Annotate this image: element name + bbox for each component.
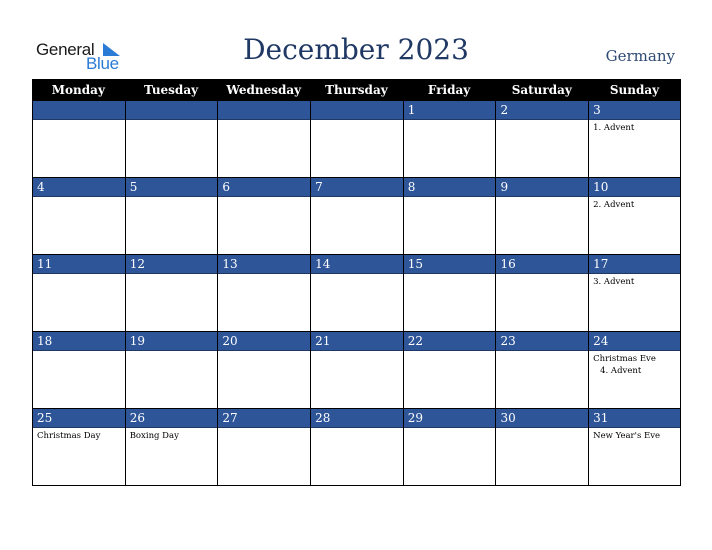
calendar-day-cell [32,255,125,332]
day-events [496,351,588,355]
calendar-day-cell [403,178,496,255]
day-number: 23 [496,332,588,351]
day-number: 16 [496,255,588,274]
day-number: 3 [589,101,680,120]
day-number: 27 [218,409,310,428]
holiday-label: Boxing Day [129,431,179,441]
day-events [218,274,310,278]
holiday-label: 1. Advent [593,123,635,133]
day-events [33,351,125,355]
calendar-day-cell [495,101,588,178]
day-number: 10 [589,178,680,197]
holiday-label: New Year's Eve [593,431,661,441]
day-number: 9 [496,178,588,197]
weekday-header: Tuesday [143,83,199,97]
day-events [404,351,496,355]
day-events [218,120,310,124]
weekday-header: Sunday [609,83,660,97]
day-number: 12 [126,255,218,274]
calendar-day-cell [217,178,310,255]
weekday-header: Wednesday [226,83,302,97]
day-events [404,274,496,278]
day-events [218,351,310,355]
day-number: 8 [404,178,496,197]
weekday-header: Thursday [325,83,388,97]
day-events [311,120,403,124]
calendar-day-cell [403,101,496,178]
calendar-day-cell [125,101,218,178]
calendar-week-row [32,101,681,178]
day-number: 31 [589,409,680,428]
calendar-day-cell [588,255,681,332]
weekday-header: Saturday [511,83,572,97]
calendar-day-cell [217,332,310,409]
day-number: 25 [33,409,125,428]
calendar-day-cell [32,332,125,409]
day-number: 15 [404,255,496,274]
calendar-day-cell [495,178,588,255]
day-number: 17 [589,255,680,274]
day-number: 6 [218,178,310,197]
day-events [126,351,218,355]
calendar-week-row [32,178,681,255]
day-number [126,101,218,120]
day-events [496,428,588,432]
day-number: 13 [218,255,310,274]
holiday-label: Christmas Day [37,431,101,441]
calendar-day-cell [588,332,681,409]
day-number: 7 [311,178,403,197]
day-number: 2 [496,101,588,120]
calendar-day-cell [125,178,218,255]
day-number: 28 [311,409,403,428]
calendar-day-cell [495,255,588,332]
logo-word-general: General [36,40,95,59]
day-events [404,120,496,124]
day-events [126,428,218,444]
day-events [311,197,403,201]
calendar-weeks [32,101,681,486]
calendar-day-cell [588,409,681,486]
day-number: 26 [126,409,218,428]
holiday-label: 2. Advent [593,200,635,210]
weekday-header: Monday [51,83,105,97]
holiday-label: Christmas Eve [593,354,656,364]
holiday-label: 3. Advent [593,277,635,287]
calendar-day-cell [217,101,310,178]
calendar-day-cell [217,409,310,486]
day-number: 24 [589,332,680,351]
day-events [311,274,403,278]
holiday-label: 4. Advent [600,366,642,376]
day-number: 1 [404,101,496,120]
calendar-day-cell [310,332,403,409]
day-events [126,120,218,124]
day-events [589,428,680,444]
calendar-day-cell [495,409,588,486]
day-number: 20 [218,332,310,351]
calendar-day-cell [125,255,218,332]
page-title: December 2023 [243,33,469,66]
day-events [496,197,588,201]
day-number: 29 [404,409,496,428]
day-number [218,101,310,120]
calendar-day-cell [310,255,403,332]
day-number [33,101,125,120]
day-number [311,101,403,120]
calendar-day-cell [32,409,125,486]
day-events [218,428,310,432]
day-number: 22 [404,332,496,351]
calendar-day-cell [403,332,496,409]
weekday-header-row [32,79,681,101]
day-number: 4 [33,178,125,197]
day-events [589,351,680,379]
calendar-week-row [32,409,681,486]
day-events [589,274,680,290]
day-number: 30 [496,409,588,428]
weekday-header: Friday [427,83,471,97]
calendar-day-cell [125,332,218,409]
calendar-day-cell [310,178,403,255]
day-events [33,274,125,278]
calendar-week-row [32,332,681,409]
day-number: 5 [126,178,218,197]
day-events [218,197,310,201]
calendar-day-cell [32,178,125,255]
day-events [496,274,588,278]
day-events [33,197,125,201]
day-events [404,197,496,201]
day-events [311,351,403,355]
calendar-day-cell [403,255,496,332]
day-number: 14 [311,255,403,274]
calendar-day-cell [125,409,218,486]
day-events [126,197,218,201]
day-events [33,120,125,124]
day-events [404,428,496,432]
day-number: 11 [33,255,125,274]
calendar-day-cell [403,409,496,486]
calendar-day-cell [217,255,310,332]
calendar-day-cell [495,332,588,409]
day-events [311,428,403,432]
day-events [33,428,125,444]
day-events [496,120,588,124]
day-events [126,274,218,278]
calendar-week-row [32,255,681,332]
day-number: 18 [33,332,125,351]
calendar-day-cell [310,409,403,486]
calendar-grid [32,79,681,486]
logo-word-blue: Blue [86,54,119,73]
calendar-day-cell [588,101,681,178]
country-label: Germany [605,47,675,65]
calendar-day-cell [32,101,125,178]
day-number: 19 [126,332,218,351]
day-events [589,120,680,136]
calendar-day-cell [310,101,403,178]
day-number: 21 [311,332,403,351]
calendar-day-cell [588,178,681,255]
day-events [589,197,680,213]
